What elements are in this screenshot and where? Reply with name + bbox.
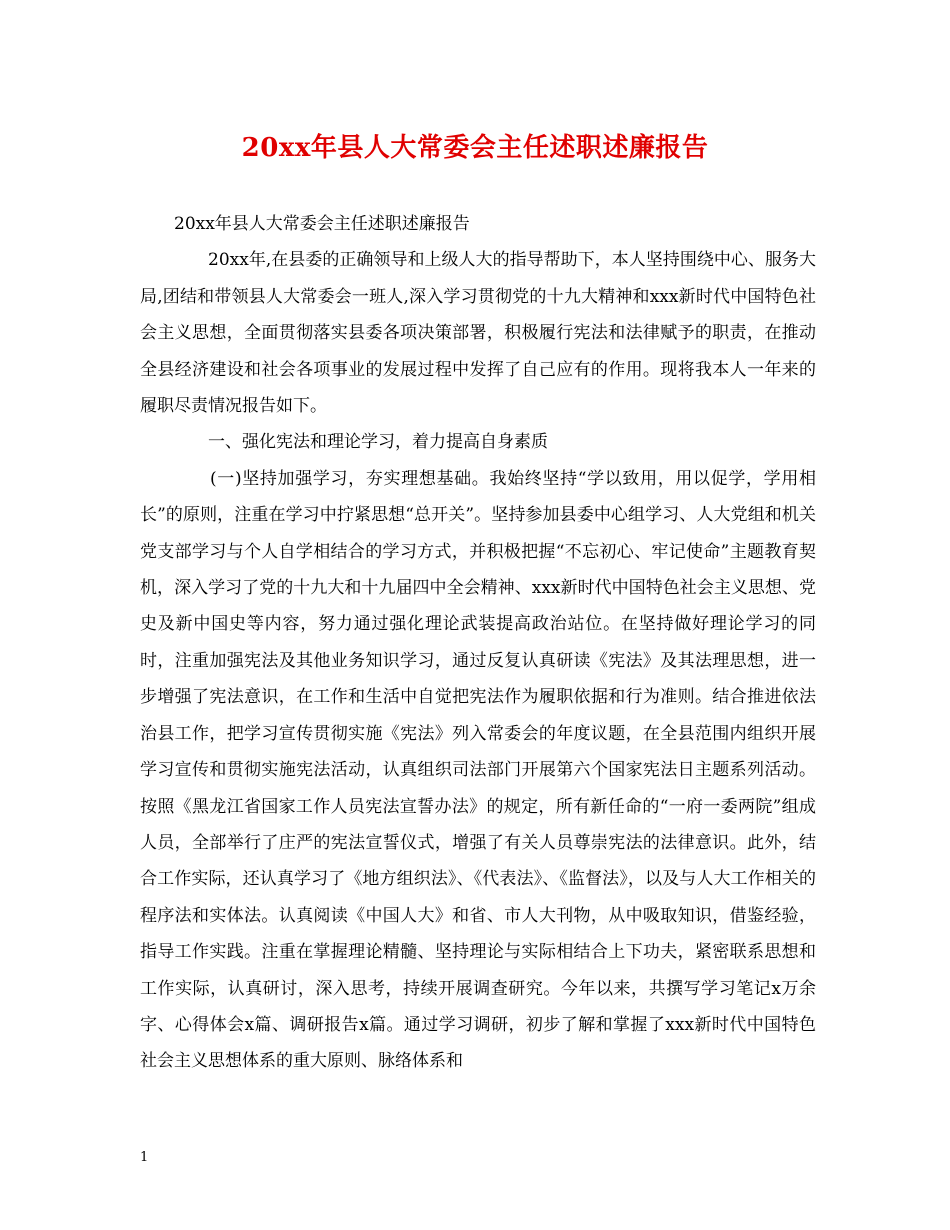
page-title: 20xx年县人大常委会主任述职述廉报告 <box>241 133 709 163</box>
paragraph-intro: 20xx年,在县委的正确领导和上级人大的指导帮助下，本人坚持围绕中心、服务大局,团结和带领县人大常委会一班人,深入学习贯彻党的十九大精神和xxx新时代中国特色社会主义思想，全面贯彻落实县委各项决策部署，积极履行宪法和法律赋予的职责，在推动全县经济建设和社会各项事业的发展过程中发挥了自己应有的作用。现将我本人一年来的履职尽责情况报告如下。 <box>140 250 816 417</box>
paragraph-study: (一)坚持加强学习，夯实理想基础。我始终坚持“学以致用，用以促学，学用相长”的原则，注重在学习中拧紧思想“总开关”。坚持参加县委中心组学习、人大党组和机关党支部学习与个人自学相结合的学习方式，并积极把握“不忘初心、牢记使命”主题教育契机，深入学习了党的十九大和十九届四中全会精神、xxx新时代中国特色社会主义思想、党史及新中国史等内容，努力通过强化理论武装提高政治站位。在坚持做好理论学习的同时，注重加强宪法及其他业务知识学习，通过反复认真研读《宪法》及其法理思想，进一步增强了宪法意识，在工作和生活中自觉把宪法作为履职依据和行为准则。结合推进依法治县工作，把学习宣传贯彻实施《宪法》列入常委会的年度议题，在全县范围内组织开展学习宣传和贯彻实施宪法活动，认真组织司法部门开展第六个国家宪法日主题系列活动。按照《黑龙江省国家工作人员宪法宣誓办法》的规定，所有新任命的“一府一委两院”组成人员，全部举行了庄严的宪法宣誓仪式，增强了有关人员尊崇宪法的法律意识。此外，结合工作实际，还认真学习了《地方组织法》、《代表法》、《监督法》，以及与人大工作相关的程序法和实体法。认真阅读《中国人大》和省、市人大刊物，从中吸取知识，借鉴经验，指导工作实践。注重在掌握理论精髓、坚持理论与实际相结合上下功夫，紧密联系思想和工作实际，认真研讨，深入思考，持续开展调查研究。今年以来，共撰写学习笔记x万余字、心得体会x篇、调研报告x篇。通过学习调研，初步了解和掌握了xxx新时代中国特色社会主义思想体系的重大原则、脉络体系和 <box>140 468 816 1072</box>
section-heading: 一、强化宪法和理论学习，着力提高自身素质 <box>208 432 548 453</box>
document-subtitle: 20xx年县人大常委会主任述职述廉报告 <box>174 214 470 234</box>
document-body <box>140 206 816 1080</box>
page-number: 1 <box>140 1150 149 1165</box>
